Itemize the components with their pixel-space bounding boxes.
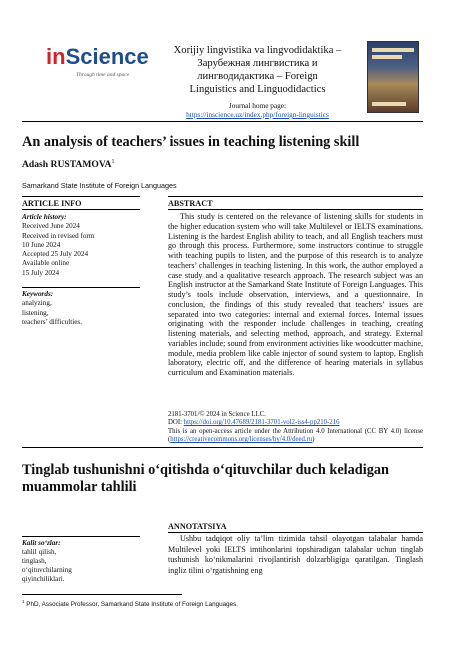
- footnote: [22, 599, 238, 608]
- keywords: [22, 290, 140, 327]
- journal-cover-image: [367, 41, 419, 113]
- info-heading-divider: [22, 209, 140, 210]
- journal-home-link[interactable]: https://inscience.uz/index.php/foreign-linguistics: [186, 110, 329, 119]
- license-link[interactable]: https://creativecommons.org/licenses/by/4.0/deed.ru: [170, 436, 313, 444]
- journal-title: [150, 44, 365, 96]
- history-item: Received in revised form: [22, 231, 95, 240]
- keywords-label: Keywords:: [22, 290, 54, 298]
- journal-title-line: Linguistics and Linguodidactics: [189, 84, 326, 95]
- journal-title-line: лингводидактика – Foreign: [197, 71, 318, 82]
- history-item: 10 June 2024: [22, 240, 61, 249]
- keyword-item: listening,: [22, 308, 49, 317]
- kalit-divider: [22, 536, 140, 537]
- logo-in-text: in: [46, 44, 66, 69]
- history-label: Article history:: [22, 213, 67, 221]
- issn-line: 2181-3701/© 2024 in Science LLC.: [168, 411, 266, 418]
- abstract-heading: ABSTRACT: [168, 199, 213, 208]
- logo-science-text: Science: [65, 44, 149, 69]
- annotatsiya-text: Ushbu tadqiqot oliy ta’lim tizimida tahsil olayotgan talabalar hamda Multilevel yoki IELTS imtihonlarini topshiradigan talabalar uchun tinglab tushunish ko‘nikmalarini rivojlantirish dolzarbligiga qaratilgan. Tinglash ingliz tilini o‘rgatishning eng: [168, 534, 423, 575]
- header-divider: [22, 121, 423, 122]
- doi-label: DOI:: [168, 419, 184, 427]
- doi-line: [168, 419, 423, 427]
- history-item: Accepted 25 July 2024: [22, 250, 89, 259]
- article-info-heading: ARTICLE INFO: [22, 199, 82, 208]
- journal-home: [150, 101, 365, 119]
- annotatsiya-heading: ANNOTATSIYA: [168, 522, 227, 531]
- logo-tagline: Through time and space: [76, 72, 130, 78]
- footnote-text: PhD, Associate Professor, Samarkand State Institute of Foreign Languages.: [24, 601, 239, 609]
- doi-link[interactable]: https://doi.org/10.47689/2181-3701-vol2-iss4-pp210-216: [183, 419, 340, 427]
- kalit-item: tinglash,: [22, 557, 47, 565]
- uzbek-title: Tinglab tushunishni o‘qitishda o‘qituvchilar duch keladigan muammolar tahlili: [22, 462, 389, 495]
- license-text: This is an open-access article under the Attribution 4.0 International (CC BY 4.0) license (: [168, 427, 423, 444]
- info-top-divider: [22, 196, 140, 197]
- license-close: ): [312, 436, 315, 444]
- kalit-item: tahlil qilish,: [22, 548, 57, 556]
- kalit-label: Kalit so‘zlar:: [22, 539, 61, 547]
- author-name: [22, 159, 114, 170]
- kalit-item: o‘qituvchilarning: [22, 566, 72, 574]
- journal-title-line: Xorijiy lingvistika va lingvodidaktika –: [173, 45, 342, 56]
- kalit-item: qiyinchiliklari.: [22, 575, 65, 583]
- journal-title-line: Зарубежная лингвистика и: [197, 58, 318, 69]
- publication-info: [168, 411, 423, 445]
- history-item: 15 July 2024: [22, 268, 60, 277]
- keyword-item: teachers’ difficulties.: [22, 317, 83, 326]
- author-name-text: Adash RUSTAMOVA: [22, 159, 112, 171]
- journal-home-label: Journal home page:: [228, 101, 287, 110]
- history-item: Available online: [22, 259, 70, 268]
- article-title: An analysis of teachers’ issues in teaching listening skill: [22, 134, 360, 150]
- keywords-divider: [22, 287, 140, 288]
- keyword-item: analyzing,: [22, 299, 52, 308]
- publisher-logo: [46, 44, 149, 84]
- footnote-mark: 1: [22, 599, 25, 604]
- annotatsiya-divider: [168, 532, 423, 533]
- license-line: [168, 428, 423, 445]
- footnote-divider: [22, 594, 182, 595]
- author-footnote-mark: 1: [111, 159, 115, 165]
- kalit-sozlar: [22, 539, 140, 584]
- abstract-top-divider: [168, 196, 423, 197]
- abstract-text: This study is centered on the relevance of listening skills for students in the higher education system who will take Multilevel or IELTS examinations. Listening is the hardest English ability to teach, and all English teachers must go through this process. Furthermore, some instructors continue to struggle with teaching pupils to listen, and the purpose of this research is to analyze teachers’ challenges in teaching listening. In this work, the author employed a case study and a qualitative research approach. The research subject was an English instructor at the Samarkand State Institute of Foreign Languages. This study’s tools include observation, interviews, and a questionnaire. In conclusion, the findings of this study revealed that teachers’ issues are separated into two categories: internal and external forces. Internal issues originating with the responder include challenges in teaching, creating listening materials, and selecting method, approach, and strategy. External variables include; sound from environment activities like woodcutter machine, module, media problem like cable injector of sound system to laptop, English laboratory, electric off, and the difference of hearing materials in syllabus curriculum and Examination materials.: [168, 212, 423, 377]
- article-history: [22, 213, 140, 278]
- author-affiliation: Samarkand State Institute of Foreign Languages: [22, 181, 177, 190]
- abstract-heading-divider: [168, 209, 423, 210]
- history-item: Received June 2024: [22, 222, 80, 231]
- english-section-end-divider: [22, 447, 423, 448]
